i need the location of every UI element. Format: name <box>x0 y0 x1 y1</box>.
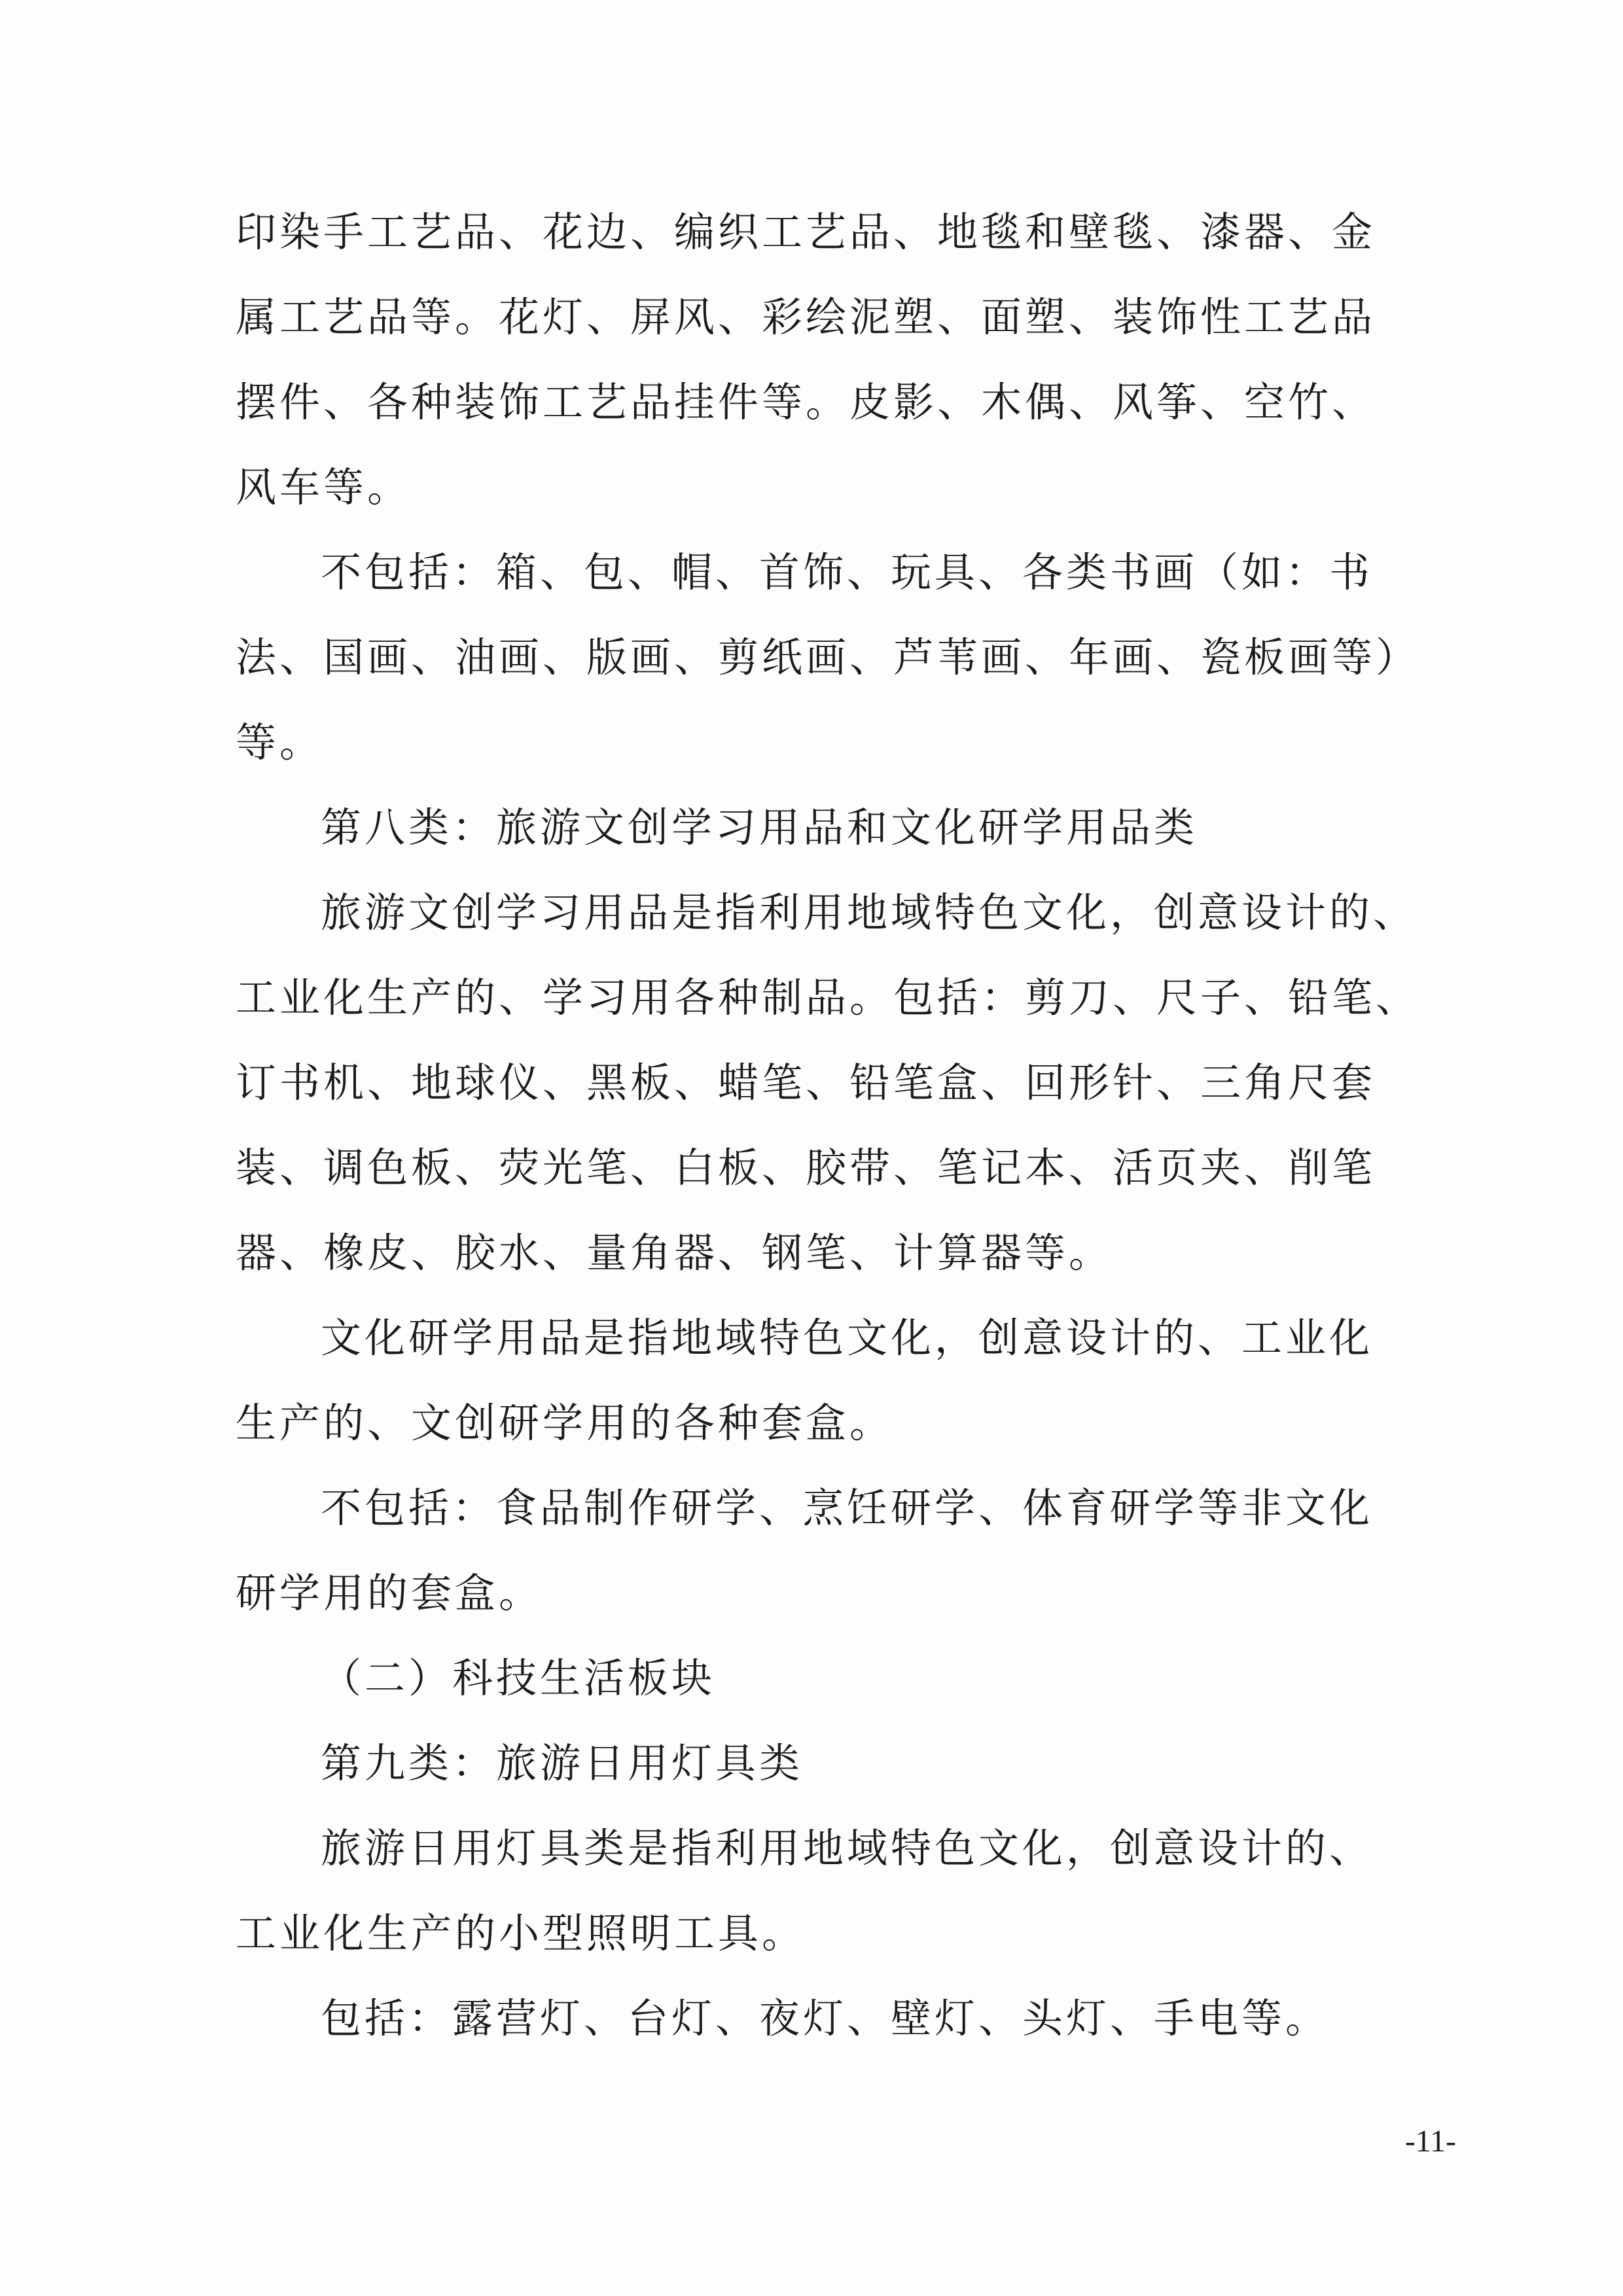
text-line-22: 包括：露营灯、台灯、夜灯、壁灯、头灯、手电等。 <box>321 1994 1330 2042</box>
text-line-10: 工业化生产的、学习用各种制品。包括：剪刀、尺子、铅笔、 <box>236 974 1420 1021</box>
text-line-12: 装、调色板、荧光笔、白板、胶带、笔记本、活页夹、削笔 <box>236 1144 1376 1192</box>
section-heading-category-9: 第九类：旅游日用灯具类 <box>321 1739 804 1787</box>
text-line-21: 工业化生产的小型照明工具。 <box>236 1909 806 1957</box>
text-line-4: 风车等。 <box>236 463 412 511</box>
text-line-13: 器、橡皮、胶水、量角器、钢笔、计算器等。 <box>236 1229 1113 1277</box>
text-line-6: 法、国画、油画、版画、剪纸画、芦苇画、年画、瓷板画等） <box>236 633 1420 681</box>
text-line-3: 摆件、各种装饰工艺品挂件等。皮影、木偶、风筝、空竹、 <box>236 378 1376 426</box>
text-line-15: 生产的、文创研学用的各种套盒。 <box>236 1399 894 1447</box>
text-line-5: 不包括：箱、包、帽、首饰、玩具、各类书画（如：书 <box>321 548 1374 596</box>
text-line-14: 文化研学用品是指地域特色文化，创意设计的、工业化 <box>321 1314 1374 1362</box>
text-line-1: 印染手工艺品、花边、编织工艺品、地毯和壁毯、漆器、金 <box>236 208 1376 256</box>
text-line-9: 旅游文创学习用品是指利用地域特色文化，创意设计的、 <box>321 889 1418 936</box>
text-line-16: 不包括：食品制作研学、烹饪研学、体育研学等非文化 <box>321 1484 1374 1532</box>
section-heading-tech-life: （二）科技生活板块 <box>321 1654 716 1702</box>
section-heading-category-8: 第八类：旅游文创学习用品和文化研学用品类 <box>321 804 1198 851</box>
text-line-17: 研学用的套盒。 <box>236 1569 543 1617</box>
text-line-2: 属工艺品等。花灯、屏风、彩绘泥塑、面塑、装饰性工艺品 <box>236 293 1376 341</box>
text-line-11: 订书机、地球仪、黑板、蜡笔、铅笔盒、回形针、三角尺套 <box>236 1059 1376 1106</box>
page-number: -11- <box>1404 2124 1456 2159</box>
text-line-7: 等。 <box>236 718 324 766</box>
text-line-20: 旅游日用灯具类是指利用地域特色文化，创意设计的、 <box>321 1824 1374 1872</box>
